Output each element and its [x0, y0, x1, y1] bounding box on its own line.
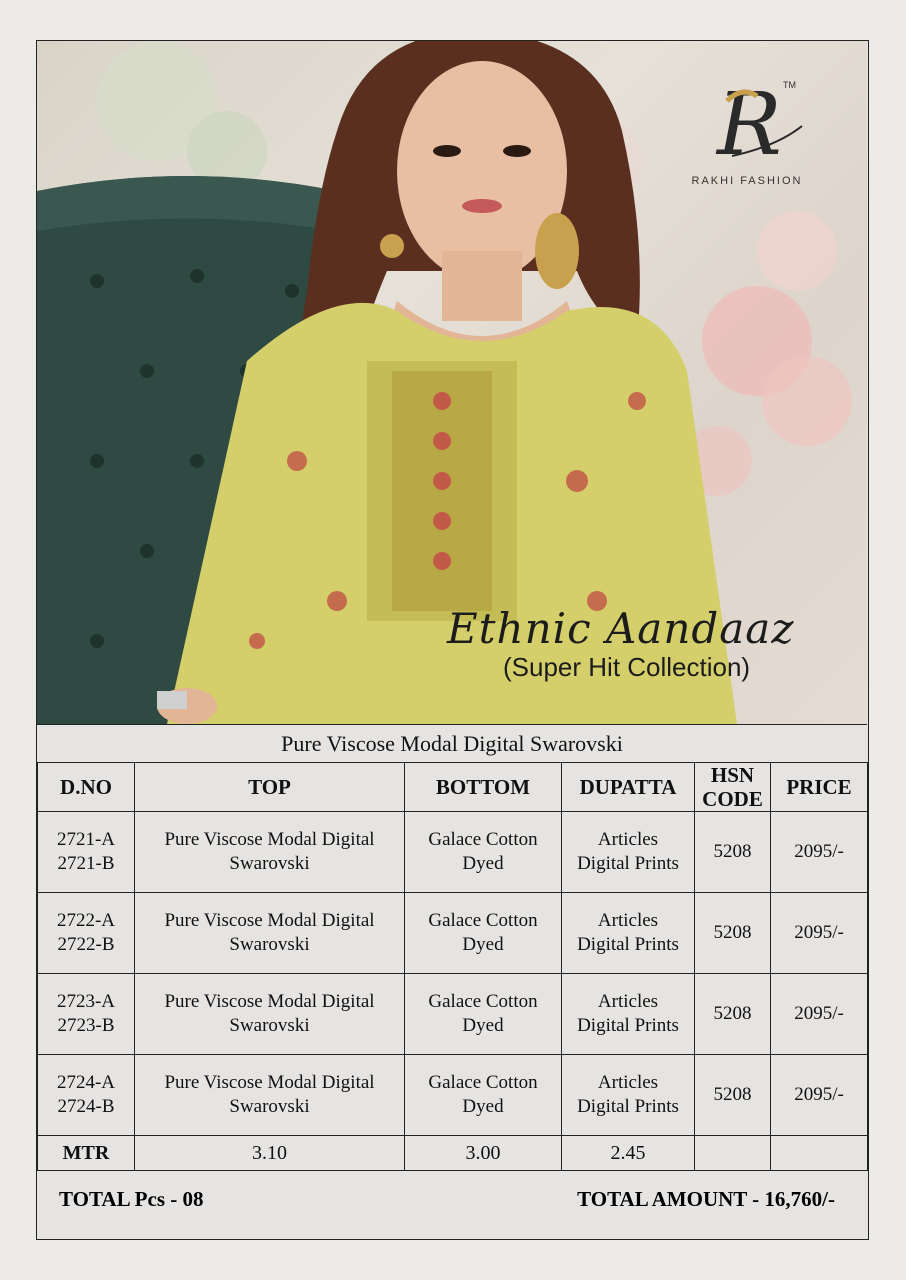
dno-cell: 2723-A 2723-B	[38, 974, 135, 1055]
bottom-cell: Galace Cotton Dyed	[405, 974, 562, 1055]
mtr-top: 3.10	[135, 1136, 405, 1171]
top-cell: Pure Viscose Modal Digital Swarovski	[135, 893, 405, 974]
dno-cell: 2721-A 2721-B	[38, 812, 135, 893]
table-row	[38, 974, 868, 1055]
price-cell: 2095/-	[771, 974, 868, 1055]
header-dno: D.NO	[38, 763, 135, 812]
table-row	[38, 1055, 868, 1136]
header-dupatta: DUPATTA	[562, 763, 695, 812]
collection-subtitle: (Super Hit Collection)	[503, 652, 751, 682]
dupatta-cell: Articles Digital Prints	[562, 974, 695, 1055]
mtr-row	[38, 1136, 868, 1171]
totals-bar	[37, 1169, 867, 1235]
total-amount: TOTAL AMOUNT - 16,760/-	[577, 1187, 835, 1211]
header-price: PRICE	[771, 763, 868, 812]
rakhi-logo-icon	[687, 76, 807, 166]
hsn-cell: 5208	[695, 812, 771, 893]
logo-letter: R	[717, 76, 782, 166]
trademark-mark: TM	[783, 80, 796, 90]
bottom-cell: Galace Cotton Dyed	[405, 893, 562, 974]
catalog-sheet	[36, 40, 869, 1240]
model-photo	[37, 41, 867, 724]
mtr-dupatta: 2.45	[562, 1136, 695, 1171]
dno-cell: 2724-A 2724-B	[38, 1055, 135, 1136]
mtr-bottom: 3.00	[405, 1136, 562, 1171]
hsn-cell: 5208	[695, 974, 771, 1055]
table-header-row	[38, 763, 868, 812]
header-hsn-line2: CODE	[702, 787, 763, 811]
fabric-heading: Pure Viscose Modal Digital Swarovski	[37, 724, 867, 763]
price-cell: 2095/-	[771, 893, 868, 974]
header-hsn-code	[695, 763, 771, 812]
dupatta-cell: Articles Digital Prints	[562, 812, 695, 893]
total-pieces: TOTAL Pcs - 08	[59, 1187, 204, 1211]
header-hsn-line1: HSN	[710, 763, 755, 787]
top-cell: Pure Viscose Modal Digital Swarovski	[135, 812, 405, 893]
mtr-label: MTR	[38, 1136, 135, 1171]
header-bottom: BOTTOM	[405, 763, 562, 812]
mtr-price-empty	[771, 1136, 868, 1171]
brand-logo	[667, 76, 827, 187]
collection-title: Ethnic Aandaaz	[447, 604, 795, 653]
bottom-cell: Galace Cotton Dyed	[405, 1055, 562, 1136]
header-top: TOP	[135, 763, 405, 812]
mtr-hsn-empty	[695, 1136, 771, 1171]
collection-label	[447, 606, 867, 682]
hsn-cell: 5208	[695, 893, 771, 974]
dupatta-cell: Articles Digital Prints	[562, 893, 695, 974]
dno-cell: 2722-A 2722-B	[38, 893, 135, 974]
brand-name: RAKHI FASHION	[691, 175, 803, 187]
price-table	[37, 762, 868, 1171]
bottom-cell: Galace Cotton Dyed	[405, 812, 562, 893]
table-row	[38, 812, 868, 893]
dupatta-cell: Articles Digital Prints	[562, 1055, 695, 1136]
table-row	[38, 893, 868, 974]
price-cell: 2095/-	[771, 812, 868, 893]
price-cell: 2095/-	[771, 1055, 868, 1136]
top-cell: Pure Viscose Modal Digital Swarovski	[135, 974, 405, 1055]
hsn-cell: 5208	[695, 1055, 771, 1136]
top-cell: Pure Viscose Modal Digital Swarovski	[135, 1055, 405, 1136]
